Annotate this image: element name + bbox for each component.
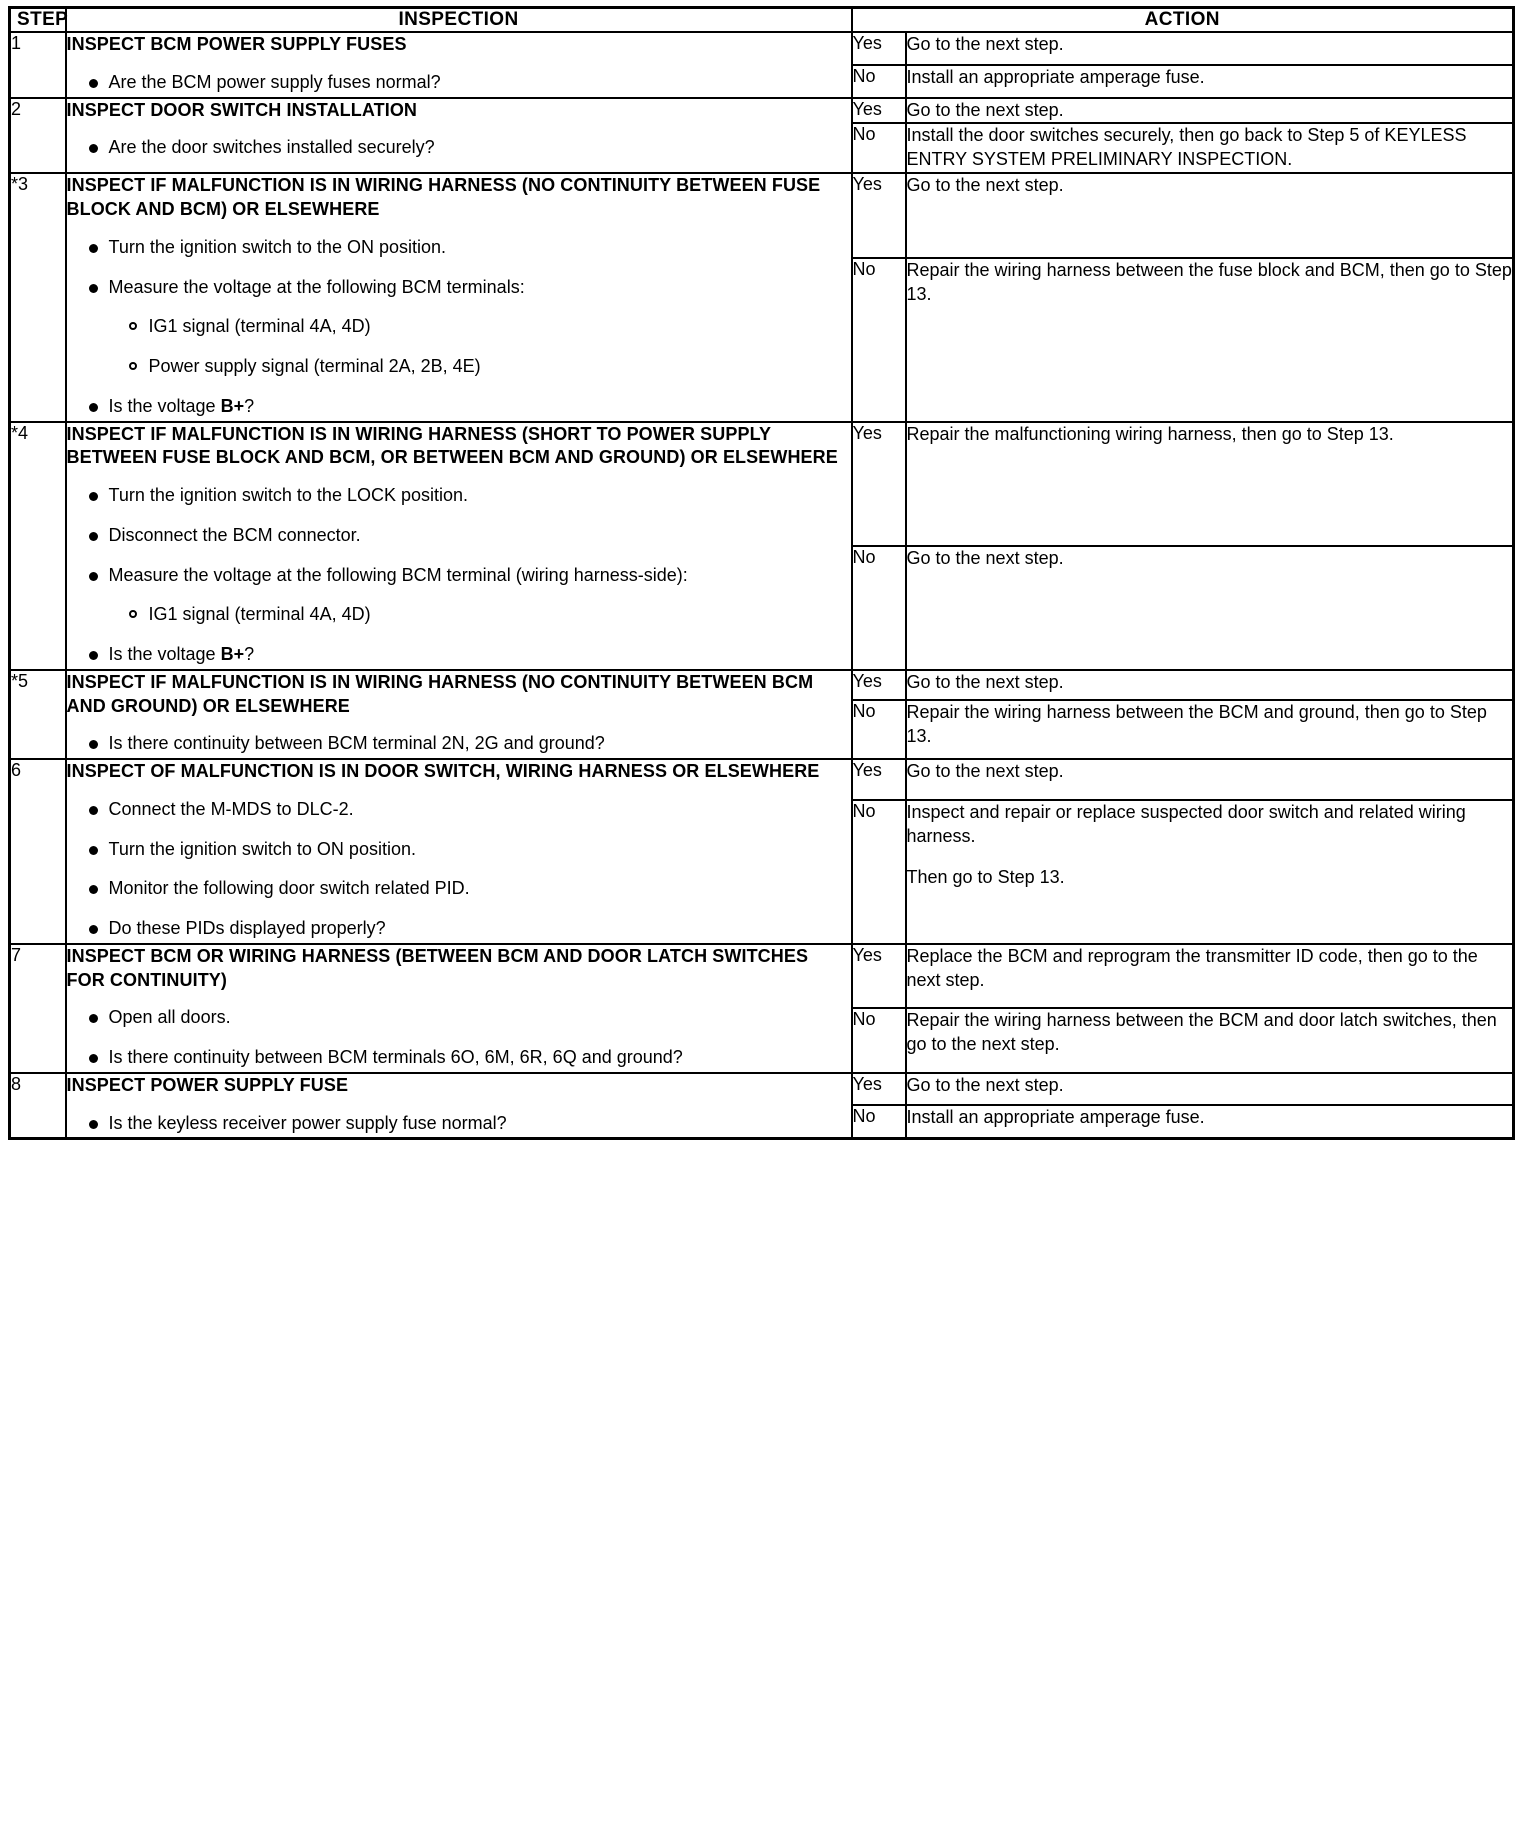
answer-label-yes: Yes [852,173,906,258]
list-item: Turn the ignition switch to ON position. [67,838,851,862]
inspection-bullet-list [67,236,851,419]
action-cell-no [906,800,1514,944]
list-item: Is there continuity between BCM terminals 6O, 6M, 6R, 6Q and ground? [67,1046,851,1070]
action-cell-no: Install the door switches securely, then go back to Step 5 of KEYLESS ENTRY SYSTEM PRELIMINARY INSPECTION. [906,123,1514,173]
column-header-step: STEP [10,8,66,33]
action-cell-yes: Repair the malfunctioning wiring harness, then go to Step 13. [906,422,1514,546]
list-item: Are the door switches installed securely? [67,136,851,160]
list-item: Connect the M-MDS to DLC-2. [67,798,851,822]
table-row [10,98,1514,124]
answer-label-yes: Yes [852,32,906,65]
answer-label-yes: Yes [852,422,906,546]
inspection-bullet-list [67,798,851,941]
answer-label-yes: Yes [852,759,906,800]
table-row [10,670,1514,701]
list-item: Turn the ignition switch to the ON position. [67,236,851,260]
voltage-value: B+ [220,395,245,416]
column-header-inspection: INSPECTION [66,8,852,33]
inspection-title: INSPECT POWER SUPPLY FUSE [66,1074,349,1095]
answer-label-no: No [852,258,906,421]
action-cell-yes: Go to the next step. [906,1073,1514,1106]
list-item: Power supply signal (terminal 2A, 2B, 4E) [109,355,851,379]
list-item: Monitor the following door switch related PID. [67,877,851,901]
step-number: 8 [10,1073,66,1139]
inspection-bullet-list [67,136,851,160]
list-item-label: Measure the voltage at the following BCM terminal (wiring harness-side): [108,564,688,585]
answer-label-yes: Yes [852,98,906,124]
list-item: Are the BCM power supply fuses normal? [67,71,851,95]
table-row [10,1073,1514,1106]
inspection-title: INSPECT BCM OR WIRING HARNESS (BETWEEN BCM AND DOOR LATCH SWITCHES FOR CONTINUITY) [66,945,809,990]
list-item [67,564,851,628]
inspection-title: INSPECT IF MALFUNCTION IS IN WIRING HARNESS (SHORT TO POWER SUPPLY BETWEEN FUSE BLOCK AND BCM, OR BETWEEN BCM AND GROUND) OR ELSEWHERE [66,423,838,468]
action-cell-no: Install an appropriate amperage fuse. [906,1105,1514,1138]
table-row [10,32,1514,65]
action-cell-no: Repair the wiring harness between the fuse block and BCM, then go to Step 13. [906,258,1514,421]
table-row [10,173,1514,258]
list-item-label: Measure the voltage at the following BCM terminals: [108,276,525,297]
step-number: 7 [10,944,66,1073]
inspection-bullet-list [67,71,851,95]
inspection-title: INSPECT IF MALFUNCTION IS IN WIRING HARNESS (NO CONTINUITY BETWEEN BCM AND GROUND) OR ELSEWHERE [66,671,814,716]
table-row [10,422,1514,546]
column-header-action: ACTION [852,8,1514,33]
list-item: Is the keyless receiver power supply fuse normal? [67,1112,851,1136]
list-item: Is the voltage B+? [67,395,851,419]
answer-label-no: No [852,546,906,670]
inspection-cell [66,32,852,98]
list-item: Is there continuity between BCM terminal 2N, 2G and ground? [67,732,851,756]
list-item [67,276,851,379]
inspection-title: INSPECT IF MALFUNCTION IS IN WIRING HARNESS (NO CONTINUITY BETWEEN FUSE BLOCK AND BCM) OR ELSEWHERE [66,175,821,220]
action-cell-no: Repair the wiring harness between the BCM and ground, then go to Step 13. [906,700,1514,759]
inspection-title: INSPECT BCM POWER SUPPLY FUSES [66,34,407,54]
list-item: Do these PIDs displayed properly? [67,917,851,941]
action-cell-yes: Go to the next step. [906,32,1514,65]
inspection-cell [66,944,852,1073]
action-cell-yes: Replace the BCM and reprogram the transmitter ID code, then go to the next step. [906,944,1514,1009]
inspection-sub-bullet-list [109,603,851,627]
inspection-cell [66,422,852,670]
answer-label-no: No [852,65,906,98]
answer-label-no: No [852,123,906,173]
answer-label-yes: Yes [852,944,906,1009]
inspection-cell [66,98,852,174]
inspection-title: INSPECT OF MALFUNCTION IS IN DOOR SWITCH, WIRING HARNESS OR ELSEWHERE [66,761,820,782]
table-row [10,759,1514,800]
table-header-row [10,8,1514,33]
inspection-sub-bullet-list [109,315,851,379]
inspection-cell [66,670,852,759]
answer-label-yes: Yes [852,1073,906,1106]
action-cell-yes: Go to the next step. [906,759,1514,800]
action-cell-yes: Go to the next step. [906,173,1514,258]
step-number: *3 [10,173,66,421]
diagnostic-troubleshooting-table [8,6,1515,1140]
answer-label-yes: Yes [852,670,906,701]
step-number: 6 [10,759,66,944]
action-cell-no: Go to the next step. [906,546,1514,670]
action-cell-no: Repair the wiring harness between the BCM and door latch switches, then go to the next step. [906,1008,1514,1073]
inspection-cell [66,173,852,421]
inspection-bullet-list [67,1006,851,1070]
inspection-cell [66,759,852,944]
action-cell-no: Install an appropriate amperage fuse. [906,65,1514,98]
step-number: 2 [10,98,66,174]
inspection-bullet-list [67,1112,851,1136]
step-number: *4 [10,422,66,670]
action-cell-yes: Go to the next step. [906,98,1514,124]
inspection-cell [66,1073,852,1139]
step-number: *5 [10,670,66,759]
inspection-title: INSPECT DOOR SWITCH INSTALLATION [66,99,418,120]
list-item: Turn the ignition switch to the LOCK position. [67,484,851,508]
list-item: Disconnect the BCM connector. [67,524,851,548]
voltage-value: B+ [220,644,245,665]
list-item: Is the voltage B+? [67,643,851,667]
answer-label-no: No [852,1105,906,1138]
action-text: Inspect and repair or replace suspected door switch and related wiring harness. [906,802,1466,847]
list-item: IG1 signal (terminal 4A, 4D) [109,315,851,339]
inspection-bullet-list [67,484,851,667]
answer-label-no: No [852,800,906,944]
inspection-bullet-list [67,732,851,756]
answer-label-no: No [852,1008,906,1073]
list-item: Open all doors. [67,1006,851,1030]
action-text-secondary: Then go to Step 13. [906,866,1065,887]
action-cell-yes: Go to the next step. [906,670,1514,701]
table-row [10,944,1514,1009]
step-number: 1 [10,32,66,98]
answer-label-no: No [852,700,906,759]
list-item: IG1 signal (terminal 4A, 4D) [109,603,851,627]
